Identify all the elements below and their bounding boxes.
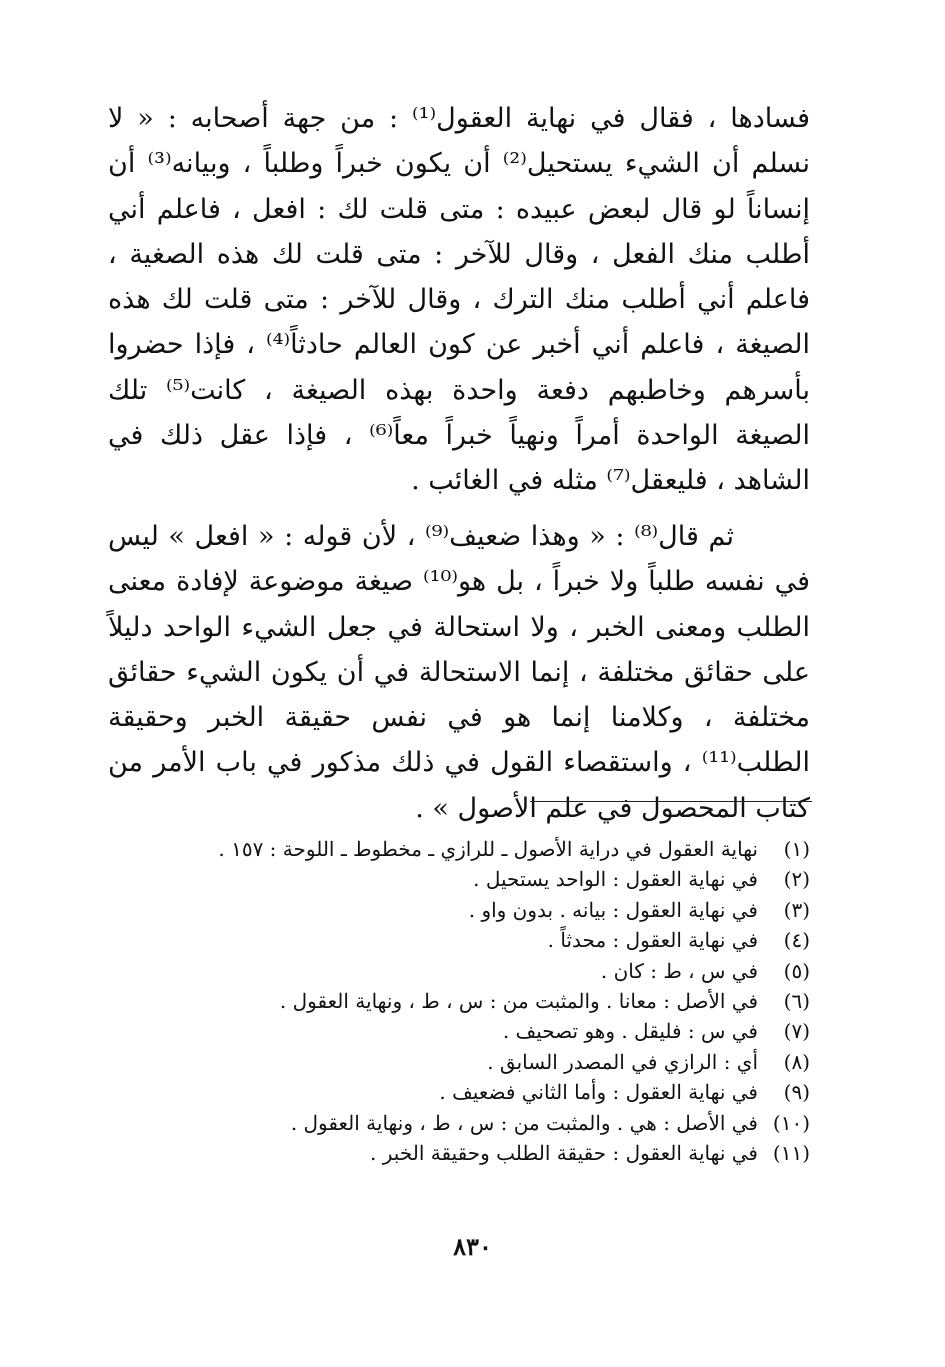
footnote-text: في الأصل : هي . والمثبت من : س ، ط ، ونهاية العقول . [290, 1110, 758, 1135]
footnote-number: (٧) [783, 1019, 810, 1044]
text-line: في باب الأمر من كتاب المحصول في علم الأصول » . [108, 747, 810, 824]
main-paragraph-1 [108, 96, 810, 504]
text-line: فسادها ، فقال في نهاية العقول⁽¹⁾ : من جهة أصحابه : « لا نسلم أن [108, 103, 810, 180]
footnote-item [140, 834, 810, 864]
footnote-item [140, 1016, 810, 1046]
footnote-number: (١١) [772, 1141, 810, 1166]
footnote-text: نهاية العقول في دراية الأصول ـ للرازي ـ مخطوط ـ اللوحة : ١٥٧ . [218, 837, 758, 861]
footnote-item [140, 986, 810, 1016]
footnote-item [140, 864, 810, 894]
footnote-text: في نهاية العقول : وأما الثاني فضعيف . [439, 1080, 758, 1105]
text-line: الشيء يستحيل⁽²⁾ أن يكون خبراً وطلباً ، وبيانه⁽³⁾ أن إنساناً لو قال لبعض [108, 148, 810, 225]
footnote-text: في نهاية العقول : الواحد يستحيل . [473, 867, 758, 892]
text-line: عبيده : متى قلت لك : افعل ، فاعلم أني أطلب منك الفعل ، وقال [108, 193, 810, 270]
text-line: للآخر : متى قلت لك هذه الصغية ، فاعلم أني أطلب منك الترك ، وقال [108, 238, 810, 316]
text-line: نفس حقيقة الخبر وحقيقة الطلب⁽¹¹⁾ ، واستقصاء القول في ذلك مذكور [108, 702, 810, 779]
footnote-number: (٨) [783, 1049, 810, 1074]
footnote-text: في الأصل : معانا . والمثبت من : س ، ط ، ونهاية العقول . [279, 989, 758, 1014]
footnote-text: أي : الرازي في المصدر السابق . [487, 1049, 758, 1074]
footnote-text: في نهاية العقول : حقيقة الطلب وحقيقة الخبر . [370, 1141, 758, 1166]
footnote-number: (١) [783, 837, 810, 861]
text-line: الشاهد ، فليعقل⁽⁷⁾ مثله في الغائب . [411, 465, 810, 497]
text-line: ثم قال⁽⁸⁾ : « وهذا ضعيف⁽⁹⁾ ، لأن قوله : « افعل » ليس في نفسه [108, 521, 811, 598]
text-line: الخبر ، ولا استحالة في جعل الشيء الواحد دليلاً على حقائق مختلفة ، [108, 611, 810, 688]
footnote-separator [530, 801, 812, 802]
footnote-number: (٤) [783, 928, 810, 953]
footnote-text: في نهاية العقول : محدثاً . [547, 928, 758, 953]
footnote-text: في نهاية العقول : بيانه . بدون واو . [468, 897, 758, 922]
footnote-item [140, 1108, 810, 1138]
footnote-number: (٩) [783, 1080, 810, 1105]
footnote-number: (٥) [783, 958, 810, 983]
text-line: كانت⁽⁵⁾ تلك الصيغة الواحدة أمراً ونهياً خبراً معاً⁽⁶⁾ ، فإذا عقل ذلك في [108, 374, 810, 452]
footnote-text: في س ، ط : كان . [600, 958, 758, 983]
footnote-number: (٦) [783, 989, 810, 1014]
text-line: حادثاً⁽⁴⁾ ، فإذا حضروا بأسرهم وخاطبهم دفعة واحدة بهذه الصيغة ، [108, 329, 811, 406]
footnote-item [140, 925, 810, 955]
text-line: إنما الاستحالة في أن يكون الشيء حقائق مختلفة ، وكلامنا إنما هو في [108, 656, 810, 734]
footnote-text: في س : فليقل . وهو تصحيف . [502, 1019, 758, 1044]
main-paragraph-2 [108, 514, 810, 831]
footnote-number: (٢) [783, 867, 810, 892]
footnote-item [140, 956, 810, 986]
footnote-item [140, 1047, 810, 1077]
text-line: طلباً ولا خبراً ، بل هو⁽¹⁰⁾ صيغة موضوعة لإفادة معنى الطلب ومعنى [108, 566, 810, 643]
footnote-item [140, 1077, 810, 1107]
footnote-number: (١٠) [772, 1110, 810, 1135]
page-number: ٨٣٠ [453, 1232, 492, 1261]
footnote-item [140, 895, 810, 925]
footnote-number: (٣) [783, 897, 810, 922]
footnote-item [140, 1138, 810, 1168]
text-line: للآخر : متى قلت لك هذه الصيغة ، فاعلم أني أخبر عن كون العالم [108, 284, 810, 361]
footnotes-list [140, 834, 810, 1168]
